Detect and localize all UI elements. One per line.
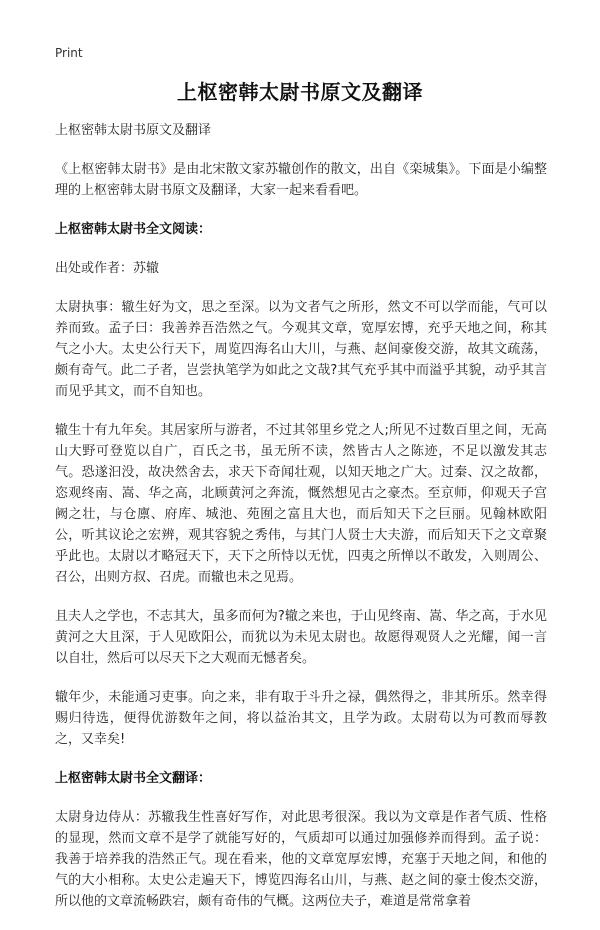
intro-paragraph: 《上枢密韩太尉书》是由北宋散文家苏辙创作的散文，出自《栾城集》。下面是小编整理的上枢密韩太尉书原文及翻译，大家一起来看看吧。 [55, 162, 547, 198]
translation-paragraph: 太尉身边侍从：苏辙我生性喜好写作，对此思考很深。我以为文章是作者气质、性格的显现，然而文章不是学了就能写好的，气质却可以通过加强修养而得到。孟子说：我善于培养我的浩然正气。现在看来，他的文章宽厚宏博，充塞于天地之间，和他的气的大小相称。太史公走遍天下，博览四海名山川，与燕、赵之间的豪士俊杰交游，所以他的文章流畅跌宕，颇有奇伟的气概。这两位夫子，难道是常常拿着 [55, 810, 547, 909]
translation-heading: 上枢密韩太尉书全文翻译： [55, 771, 212, 786]
original-paragraph: 辙生十有九年矣。其居家所与游者，不过其邻里乡党之人;所见不过数百里之间，无高山大野可登览以自广，百氏之书，虽无所不读，然皆古人之陈迹，不足以激发其志气。恐遂汩没，故决然舍去，求天下奇闻壮观，以知天地之广大。过秦、汉之故都，恣观终南、嵩、华之高，北顾黄河之奔流，慨然想见古之豪杰。至京师，仰观天子宫阙之壮，与仓廪、府库、城池、苑囿之富且大也，而后知天下之巨丽。见翰林欧阳公，听其议论之宏辨，观其容貌之秀伟，与其门人贤士大夫游，而后知天下之文章聚乎此也。太尉以才略冠天下，天下之所恃以无忧，四夷之所惮以不敢发，入则周公、召公，出则方叔、召虎。而辙也未之见焉。 [55, 423, 547, 585]
original-paragraph: 辙年少，未能通习吏事。向之来，非有取于斗升之禄，偶然得之，非其所乐。然幸得赐归待选，便得优游数年之间，将以益治其文，且学为政。太尉苟以为可教而辱教之，又幸矣! [55, 690, 547, 747]
article-body [55, 120, 547, 930]
page-title: 上枢密韩太尉书原文及翻译 [177, 80, 423, 104]
original-paragraph: 太尉执事：辙生好为文，思之至深。以为文者气之所形，然文不可以学而能，气可以养而致。孟子曰：我善养吾浩然之气。今观其文章，宽厚宏博，充乎天地之间，称其气之小大。太史公行天下，周览四海名山大川，与燕、赵间豪俊交游，故其文疏荡，颇有奇气。此二子者，岂尝执笔学为如此之文哉?其气充乎其中而溢乎其貌，动乎其言而见乎其文，而不自知也。 [55, 300, 547, 399]
print-link[interactable]: Print [55, 46, 83, 60]
original-text-heading: 上枢密韩太尉书全文阅读： [55, 222, 212, 237]
original-paragraph: 且夫人之学也，不志其大，虽多而何为?辙之来也，于山见终南、嵩、华之高，于水见黄河之大且深，于人见欧阳公，而犹以为未见太尉也。故愿得观贤人之光耀，闻一言以自壮，然后可以尽天下之大观而无憾者矣。 [55, 609, 547, 666]
author-line: 出处或作者：苏辙 [55, 261, 160, 276]
article-subtitle: 上枢密韩太尉书原文及翻译 [55, 123, 212, 138]
